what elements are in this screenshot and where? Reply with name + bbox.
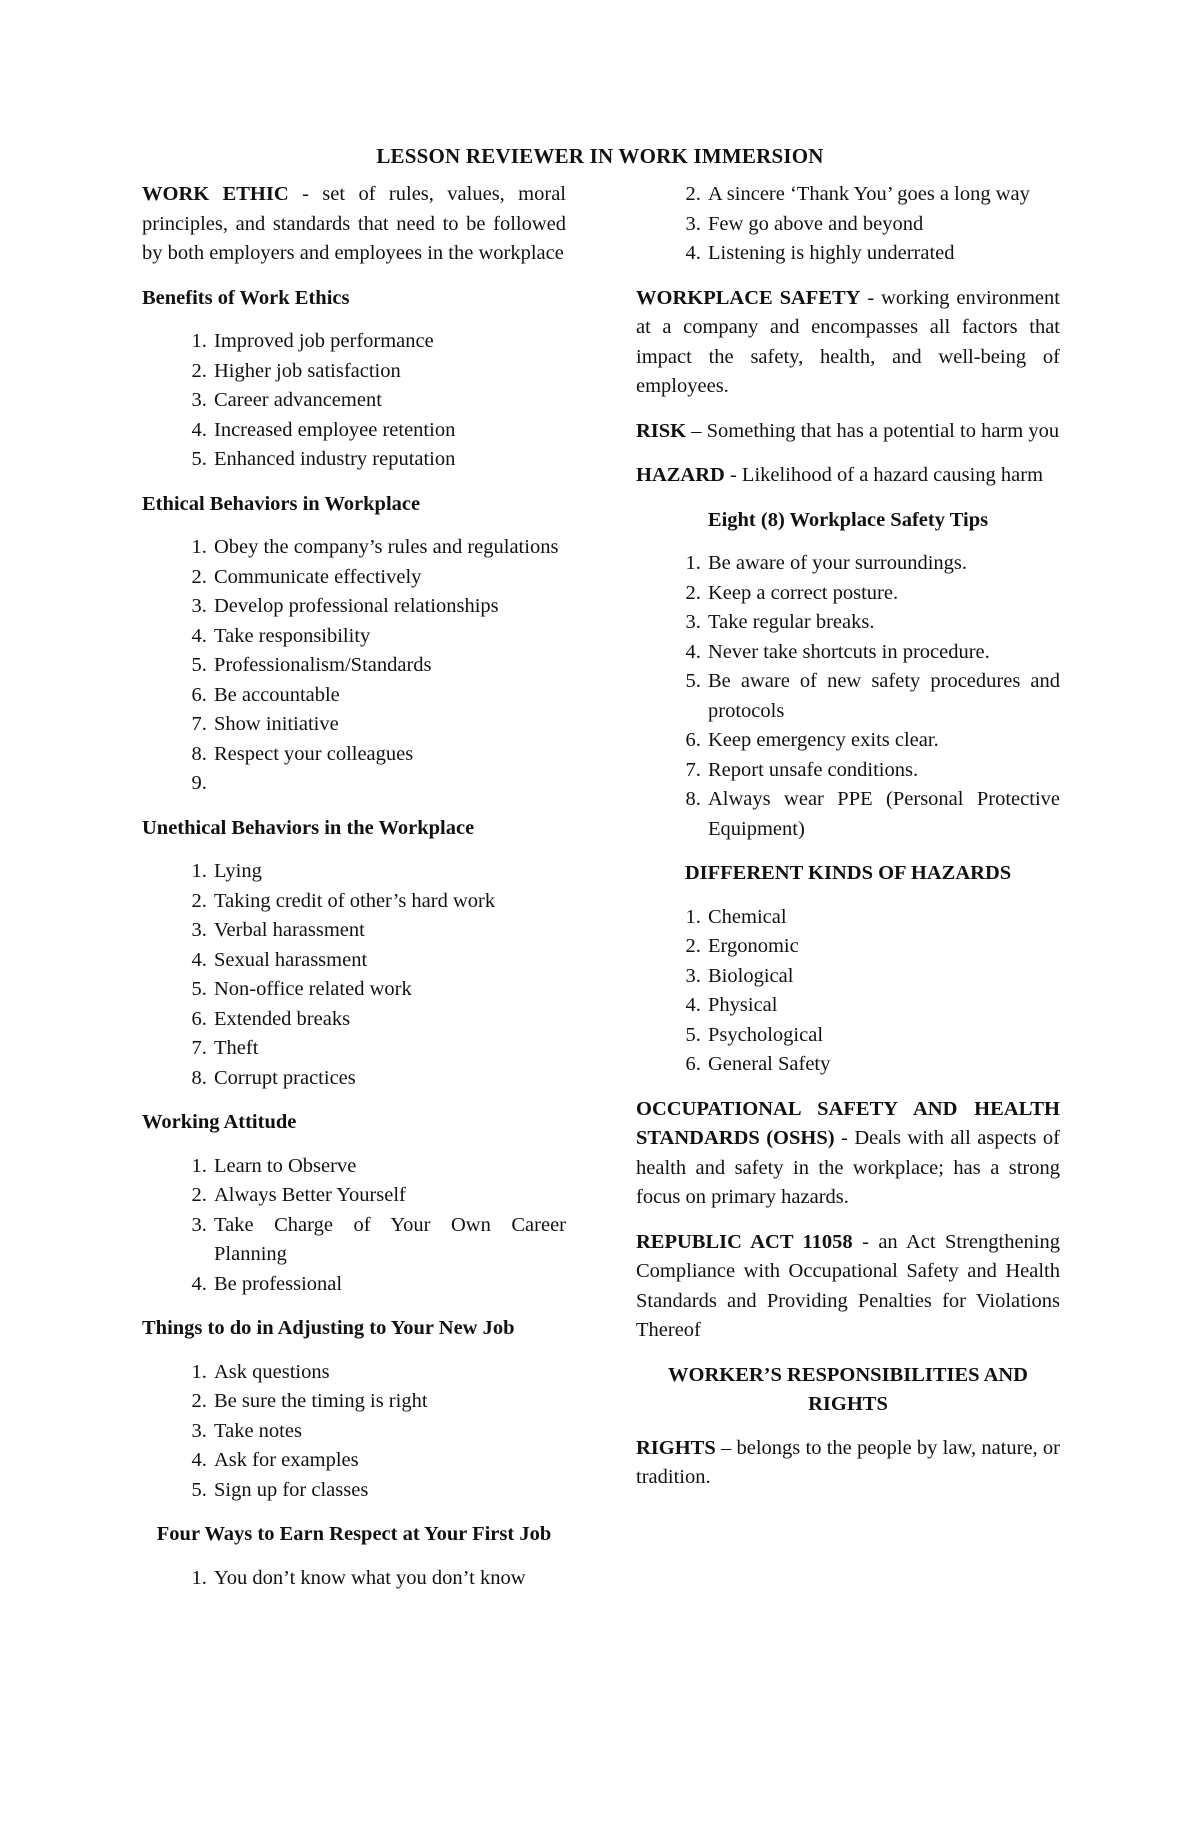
- working-attitude-list: [142, 1152, 566, 1300]
- workplace-safety-term: WORKPLACE SAFETY: [636, 286, 861, 309]
- workplace-safety-text: working environment at a company and encompasses all factors that impact the safety, health, and well-being of employees.: [636, 286, 1060, 397]
- list-item: 2. Taking credit of other’s hard work: [212, 887, 566, 917]
- hazard-kinds-heading: DIFFERENT KINDS OF HAZARDS: [684, 862, 1012, 884]
- rights-separator: –: [715, 1436, 737, 1459]
- workplace-safety-definition: [636, 284, 1060, 402]
- list-item: 1. Obey the company’s rules and regulations: [212, 533, 566, 563]
- oshs-definition: [636, 1095, 1060, 1213]
- list-item: 3. Take notes: [212, 1417, 566, 1447]
- list-item: 1. You don’t know what you don’t know: [212, 1564, 566, 1594]
- list-item: 3. Take Charge of Your Own Career Planning: [212, 1211, 566, 1270]
- unethical-behaviors-list: [142, 857, 566, 1093]
- list-item: 2. Communicate effectively: [212, 563, 566, 593]
- list-item: 3. Biological: [706, 962, 1060, 992]
- left-column: [142, 180, 566, 1608]
- list-item: 3. Verbal harassment: [212, 916, 566, 946]
- hazard-kinds-list: [636, 903, 1060, 1080]
- list-item: 2. Ergonomic: [706, 932, 1060, 962]
- hazard-separator: -: [724, 464, 742, 486]
- list-item: 2. Keep a correct posture.: [706, 579, 1060, 609]
- hazard-text: Likelihood of a hazard causing harm: [741, 464, 1044, 486]
- page-title: LESSON REVIEWER IN WORK IMMERSION: [376, 144, 824, 168]
- list-item: 2. Higher job satisfaction: [212, 357, 566, 387]
- list-item: 5. Non-office related work: [212, 975, 566, 1005]
- republic-act-definition: [636, 1228, 1060, 1346]
- list-item: 6. General Safety: [706, 1050, 1060, 1080]
- list-item: 5. Sign up for classes: [212, 1476, 566, 1506]
- list-item: 8. Always wear PPE (Personal Protective Equipment): [706, 785, 1060, 844]
- work-ethic-text: set of rules, values, moral principles, and standards that need to be followed by both employers and employees in the workplace: [142, 183, 567, 264]
- list-item: 6. Keep emergency exits clear.: [706, 726, 1060, 756]
- risk-definition: [636, 417, 1060, 447]
- list-item: 4. Take responsibility: [212, 622, 566, 652]
- list-item: 5. Psychological: [706, 1021, 1060, 1051]
- hazard-definition: [636, 461, 1060, 491]
- republic-act-text: an Act Strengthening Compliance with Occupational Safety and Health Standards and Providing Penalties for Violations Thereof: [636, 1230, 1060, 1341]
- oshs-separator: -: [834, 1127, 855, 1149]
- earn-respect-list: [142, 1564, 566, 1594]
- hazard-term: HAZARD: [636, 464, 725, 486]
- list-item: 1. Be aware of your surroundings.: [706, 549, 1060, 579]
- workplace-safety-separator: -: [860, 286, 882, 309]
- list-item: 3. Few go above and beyond: [706, 210, 1060, 240]
- oshs-text: Deals with all aspects of health and safety in the workplace; has a strong focus on primary hazards.: [636, 1127, 1060, 1208]
- unethical-behaviors-heading: Unethical Behaviors in the Workplace: [142, 816, 475, 839]
- list-item: 7. Show initiative: [212, 710, 566, 740]
- work-ethic-separator: -: [288, 183, 323, 205]
- adjusting-heading: Things to do in Adjusting to Your New Job: [142, 1317, 515, 1339]
- safety-tips-heading: Eight (8) Workplace Safety Tips: [707, 508, 989, 531]
- earn-respect-heading: Four Ways to Earn Respect at Your First Job: [156, 1523, 552, 1545]
- risk-separator: –: [686, 419, 707, 442]
- list-item: 7. Report unsafe conditions.: [706, 756, 1060, 786]
- list-item: 1. Ask questions: [212, 1358, 566, 1388]
- ethical-behaviors-heading: Ethical Behaviors in Workplace: [142, 492, 421, 515]
- ethical-behaviors-list: [142, 533, 566, 799]
- list-item: 5. Be aware of new safety procedures and protocols: [706, 667, 1060, 726]
- list-item: 8. Corrupt practices: [212, 1064, 566, 1094]
- responsibilities-heading: WORKER’S RESPONSIBILITIES AND RIGHTS: [668, 1363, 1028, 1415]
- list-item: 4. Listening is highly underrated: [706, 239, 1060, 269]
- list-item: 2. A sincere ‘Thank You’ goes a long way: [706, 180, 1060, 210]
- list-item: 4. Be professional: [212, 1270, 566, 1300]
- rights-definition: [636, 1434, 1060, 1493]
- list-item: 1. Lying: [212, 857, 566, 887]
- risk-text: Something that has a potential to harm you: [706, 419, 1060, 442]
- earn-respect-list-continued: [636, 180, 1060, 269]
- list-item: 4. Ask for examples: [212, 1446, 566, 1476]
- safety-tips-list: [636, 549, 1060, 844]
- list-item: 5. Enhanced industry reputation: [212, 445, 566, 475]
- right-column: [636, 180, 1060, 1508]
- list-item: 6. Extended breaks: [212, 1005, 566, 1035]
- rights-text: belongs to the people by law, nature, or tradition.: [636, 1436, 1060, 1488]
- list-item: 3. Develop professional relationships: [212, 592, 566, 622]
- adjusting-list: [142, 1358, 566, 1506]
- list-item: 5. Professionalism/Standards: [212, 651, 566, 681]
- list-item: 1. Learn to Observe: [212, 1152, 566, 1182]
- list-item: 1. Chemical: [706, 903, 1060, 933]
- list-item: 4. Increased employee retention: [212, 416, 566, 446]
- benefits-heading: Benefits of Work Ethics: [142, 286, 350, 309]
- work-ethic-term: WORK ETHIC: [142, 183, 289, 205]
- working-attitude-heading: Working Attitude: [142, 1111, 297, 1133]
- list-item: [212, 769, 566, 799]
- list-item: 4. Sexual harassment: [212, 946, 566, 976]
- list-item: 7. Theft: [212, 1034, 566, 1064]
- republic-act-separator: -: [852, 1230, 879, 1253]
- list-item: 2. Be sure the timing is right: [212, 1387, 566, 1417]
- list-item: 4. Physical: [706, 991, 1060, 1021]
- work-ethic-definition: [142, 180, 566, 269]
- list-item: 8. Respect your colleagues: [212, 740, 566, 770]
- rights-term: RIGHTS: [636, 1436, 716, 1459]
- list-item: 2. Always Better Yourself: [212, 1181, 566, 1211]
- risk-term: RISK: [636, 419, 687, 442]
- list-item: 3. Career advancement: [212, 386, 566, 416]
- list-item: 3. Take regular breaks.: [706, 608, 1060, 638]
- benefits-list: [142, 327, 566, 475]
- list-item: 6. Be accountable: [212, 681, 566, 711]
- oshs-term: OCCUPATIONAL SAFETY AND HEALTH STANDARDS (OSHS): [636, 1097, 1060, 1149]
- list-item: 1. Improved job performance: [212, 327, 566, 357]
- republic-act-term: REPUBLIC ACT 11058: [636, 1230, 853, 1253]
- list-item: 4. Never take shortcuts in procedure.: [706, 638, 1060, 668]
